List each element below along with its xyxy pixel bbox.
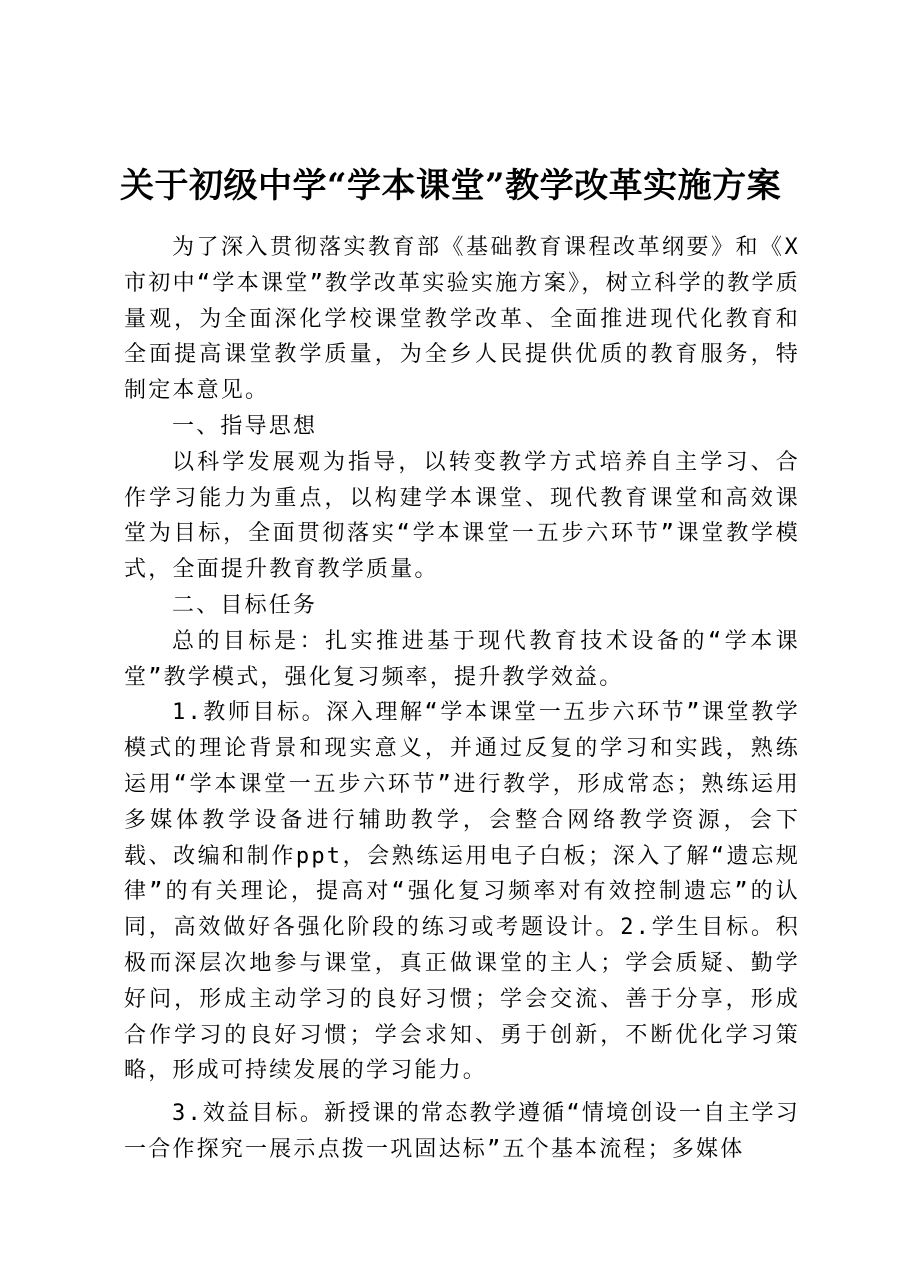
guiding-ideology-paragraph: 以科学发展观为指导，以转变教学方式培养自主学习、合作学习能力为重点，以构建学本课堂、现代教育课堂和高效课堂为目标，全面贯彻落实“学本课堂一五步六环节”课堂教学模式，全面提升教育教学质量。: [124, 449, 800, 583]
document-body: [124, 230, 800, 1168]
overall-goal-paragraph: 总的目标是：扎实推进基于现代教育技术设备的“学本课堂”教学模式，强化复习频率，提升教学效益。: [124, 628, 800, 690]
teacher-student-goals-paragraph: 1.教师目标。深入理解“学本课堂一五步六环节”课堂教学模式的理论背景和现实意义，并通过反复的学习和实践，熟练运用“学本课堂一五步六环节”进行教学，形成常态；熟练运用多媒体教学设备进行辅助教学，会整合网络教学资源，会下载、改编和制作ppt，会熟练运用电子白板；深入了解“遗忘规律”的有关理论，提高对“强化复习频率对有效控制遗忘”的认同，高效做好各强化阶段的练习或考题设计。2.学生目标。积极而深层次地参与课堂，真正做课堂的主人；学会质疑、勤学好问，形成主动学习的良好习惯；学会交流、善于分享，形成合作学习的良好习惯；学会求知、勇于创新，不断优化学习策略，形成可持续发展的学习能力。: [124, 700, 800, 1084]
intro-paragraph: 为了深入贯彻落实教育部《基础教育课程改革纲要》和《X市初中“学本课堂”教学改革实验实施方案》，树立科学的教学质量观，为全面深化学校课堂教学改革、全面推进现代化教育和全面提高课堂教学质量，为全乡人民提供优质的教育服务，特制定本意见。: [124, 235, 800, 404]
benefit-goal-paragraph: 3.效益目标。新授课的常态教学遵循“情境创设一自主学习一合作探究一展示点拨一巩固达标”五个基本流程；多媒体: [124, 1101, 800, 1162]
section-heading-goals-tasks: 二、目标任务: [172, 592, 318, 618]
document-title: 关于初级中学“学本课堂”教学改革实施方案: [120, 166, 782, 206]
section-heading-guiding-ideology: 一、指导思想: [172, 413, 318, 439]
